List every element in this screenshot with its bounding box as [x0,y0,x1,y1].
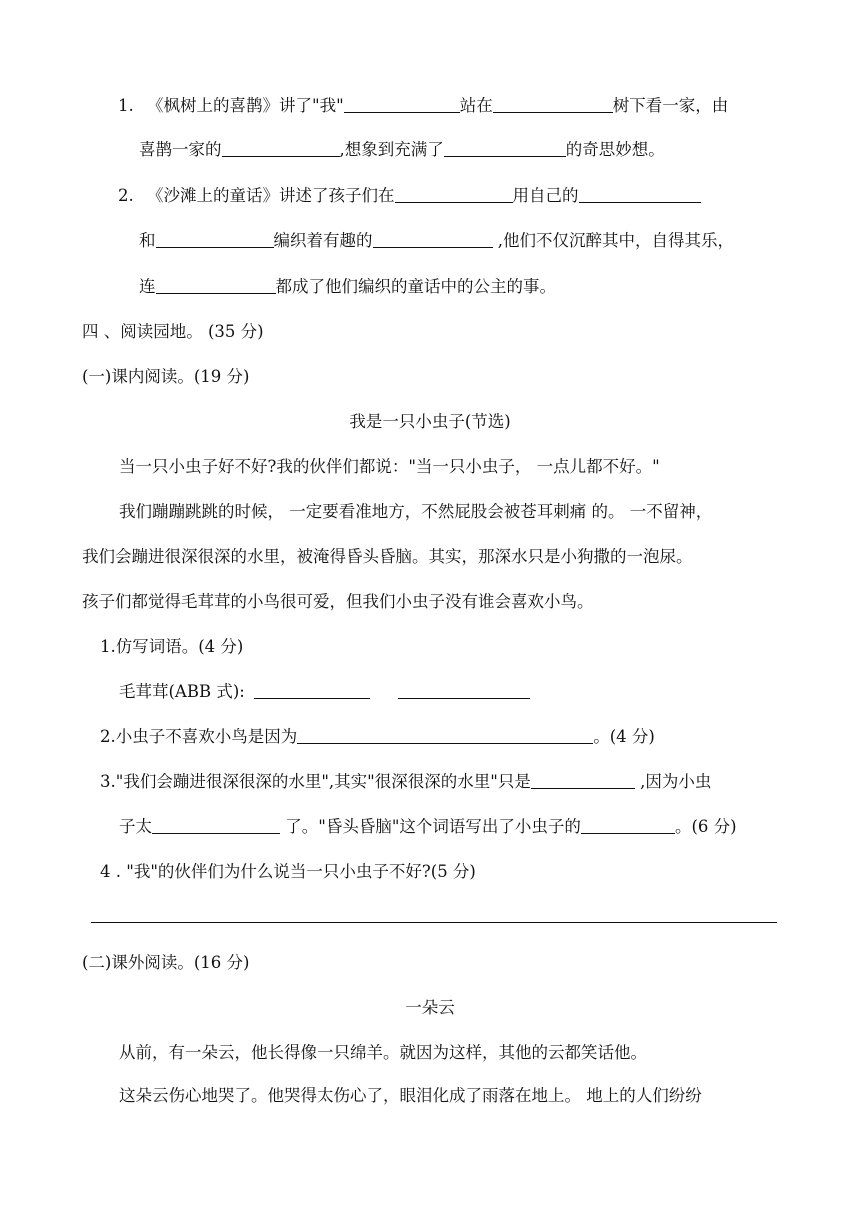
reading-question-1: 1.仿写词语。(4 分) [100,637,244,656]
fill-question-2-line-2: 和 编织着有趣的 ,他们不仅沉醉其中，自得其乐， [139,231,734,250]
reading-question-1-answer-line: 毛茸茸(ABB 式): [119,681,530,703]
reading-question-2: 2.小虫子不喜欢小鸟是因为 。(4 分) [100,727,655,746]
answer-blank[interactable] [398,682,530,699]
subsection-heading: (二)课外阅读。(16 分) [82,953,250,972]
fill-question-1-line-1: 1. 《枫树上的喜鹊》讲了"我" 站在 树下看一家，由 [118,96,729,115]
subsection-heading: (一)课内阅读。(19 分) [82,367,250,386]
passage-paragraph-line: 孩子们都觉得毛茸茸的小鸟很可爱，但我们小虫子没有谁会喜欢小鸟。 [82,592,594,611]
answer-blank[interactable] [493,96,613,113]
passage-paragraph: 当一只小虫子好不好?我的伙伴们都说："当一只小虫子， 一点儿都不好。" [119,457,660,476]
passage-paragraph-line: 我们会蹦进很深很深的水里，被淹得昏头昏脑。其实，那深水只是小狗撒的一泡尿。 [82,547,693,566]
answer-blank[interactable] [344,96,460,113]
answer-blank[interactable] [444,140,566,157]
answer-blank[interactable] [581,817,675,834]
fill-question-1-line-2: 喜鹊一家的 ,想象到充满了 的奇思妙想。 [139,140,665,159]
answer-blank[interactable] [373,231,493,248]
reading-question-3-line-1: 3."我们会蹦进很深很深的水里",其实"很深很深的水里"只是 ,因为小虫 [100,772,712,791]
answer-blank[interactable] [156,231,274,248]
answer-blank[interactable] [156,277,276,294]
fill-question-2-line-1: 2. 《沙滩上的童话》讲述了孩子们在 用自己的 [118,185,701,207]
section-heading: 四 、阅读园地。 (35 分) [82,322,264,341]
answer-blank[interactable] [395,186,513,203]
passage-paragraph: 我们蹦蹦跳跳的时候， 一定要看准地方，不然屁股会被苍耳刺痛 的。 一不留神， [119,502,713,521]
fill-question-2-line-3: 连 都成了他们编织的童话中的公主的事。 [139,277,556,296]
answer-blank[interactable] [579,186,701,203]
reading-question-4: 4 . "我"的伙伴们为什么说当一只小虫子不好?(5 分) [100,862,476,881]
answer-line[interactable] [91,922,777,923]
answer-blank[interactable] [222,140,340,157]
passage-title: 一朵云 [405,998,455,1017]
question-number: 1. [118,96,134,115]
passage-paragraph: 从前，有一朵云，他长得像一只绵羊。就因为这样，其他的云都笑话他。 [119,1043,647,1062]
answer-blank[interactable] [254,682,370,699]
answer-blank[interactable] [152,817,280,834]
reading-question-3-line-2: 子太 了。"昏头昏脑"这个词语写出了小虫子的 。(6 分) [119,817,737,836]
answer-blank[interactable] [531,772,635,789]
passage-paragraph: 这朵云伤心地哭了。他哭得太伤心了，眼泪化成了雨落在地上。 地上的人们纷纷 [119,1086,702,1105]
answer-blank[interactable] [297,727,593,744]
question-number: 2. [118,186,134,205]
passage-title: 我是一只小虫子(节选) [349,412,511,431]
